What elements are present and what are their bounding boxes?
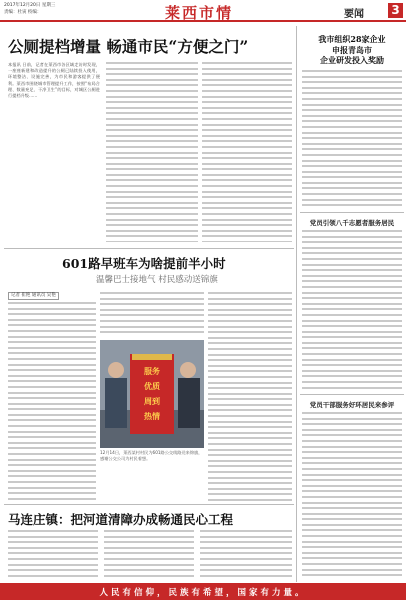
right-article2-headline: 党员引领八千志愿者服务居民 [309,219,395,227]
article1-text-column [106,62,198,242]
article2-byline: 记者 崔艳 通讯员 吴艳 [8,292,59,300]
article2-text-column [208,292,292,502]
headline-line: 我市组织28家企业 [318,34,386,44]
news-photo [100,340,204,448]
right-article2-text [302,230,402,390]
issue-meta [4,2,124,16]
column-divider [296,26,297,582]
banner-line: 优质 [144,381,160,391]
page-number: 3 [388,3,403,18]
article2-headline: 601路早班车为啥提前半小时 [62,256,226,271]
article3-headline: 马连庄镇：把河道清障办成畅通民心工程 [8,512,234,527]
footer-slogan: 人民有信仰，民族有希望，国家有力量。 [99,588,307,598]
banner-text [134,364,170,424]
newspaper-brand: 莱西市情 [165,4,234,22]
article3-text-column [8,530,98,580]
right-article3-text [302,412,402,580]
article1-headline: 公厕提档增量 畅通市民“方便之门” [8,37,249,56]
right-article3-headline: 党员干部服务好环居民来参评 [309,401,395,409]
editor-line: 责编：杜寅 校编： [4,10,42,15]
article2-subheadline: 温馨巴士接地气 村民感动送锦旗 [96,275,218,285]
right-article1-headline [300,34,404,66]
article2-text-column [100,292,204,336]
article3-text-column [200,530,292,580]
section-name: 要闻 [344,9,364,20]
article1-lead: 本报讯 日前，记者在莱西市各区域走访时发现，一座座新建和改造提升的公厕已陆续投入使用，环境整洁、设施完善，为市民和游客提供了便利。莱西市围绕城市管理提升工作，按照“布局合理、数量充足、干净卫生”的目标，对城区公厕进行提档升级…… [8,62,100,99]
photo-caption: 12月14日，莱西某村村民为601路公交线路送来锦旗，感谢公交公司为村民着想。 [100,450,203,461]
masthead [0,0,406,22]
section-divider [4,504,294,505]
section-divider [4,248,294,249]
banner-line: 服务 [144,366,160,376]
article1-text-column [202,62,292,242]
section-divider [300,394,404,395]
section-divider [300,212,404,213]
article2-text-column [8,302,96,502]
banner-line: 周到 [144,396,160,406]
headline-line: 企业研发投入奖励 [320,55,384,65]
right-article1-text [302,70,402,208]
issue-date: 2017年12月20日 星期三 [4,3,56,8]
article3-text-column [104,530,194,580]
banner-line: 热情 [144,411,160,421]
headline-line: 申报青岛市 [332,44,372,55]
